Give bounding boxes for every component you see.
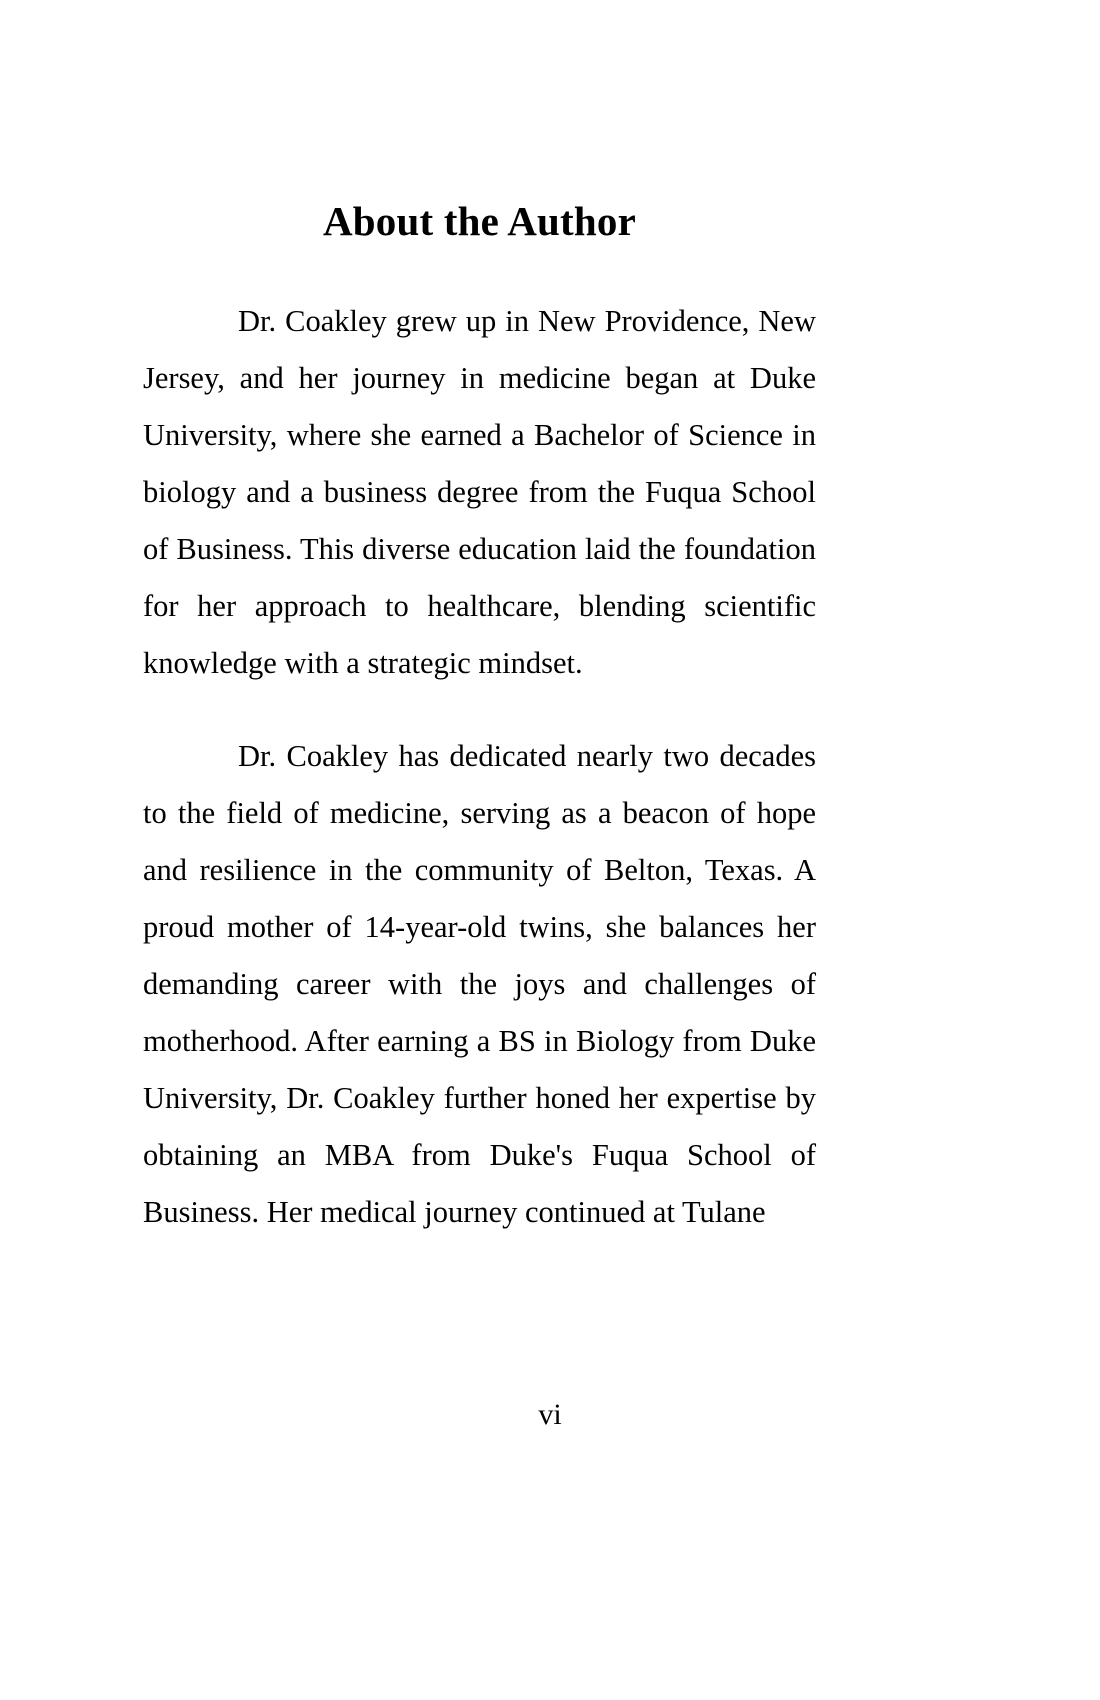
page-title: About the Author <box>322 198 637 244</box>
page-number: vi <box>538 1398 562 1431</box>
body-paragraph: Dr. Coakley has dedicated nearly two decades to the field of medicine, serving as a beacon of hope and resilience in the community of Belton, Texas. A proud mother of 14-year-old twins, she balances her demanding career with the joys and challenges of motherhood. After earning a BS in Biology from Duke University, Dr. Coakley further honed her expertise by obtaining an MBA from Duke's Fuqua School of Business. Her medical journey continued at Tulane <box>143 739 816 1230</box>
page-content <box>143 0 816 1241</box>
body-paragraph: Dr. Coakley grew up in New Providence, New Jersey, and her journey in medicine began at Duke University, where she earned a Bachelor of Science in biology and a business degree from the Fuqua School of Business. This diverse education laid the foundation for her approach to healthcare, blending scientific knowledge with a strategic mindset. <box>143 304 816 681</box>
